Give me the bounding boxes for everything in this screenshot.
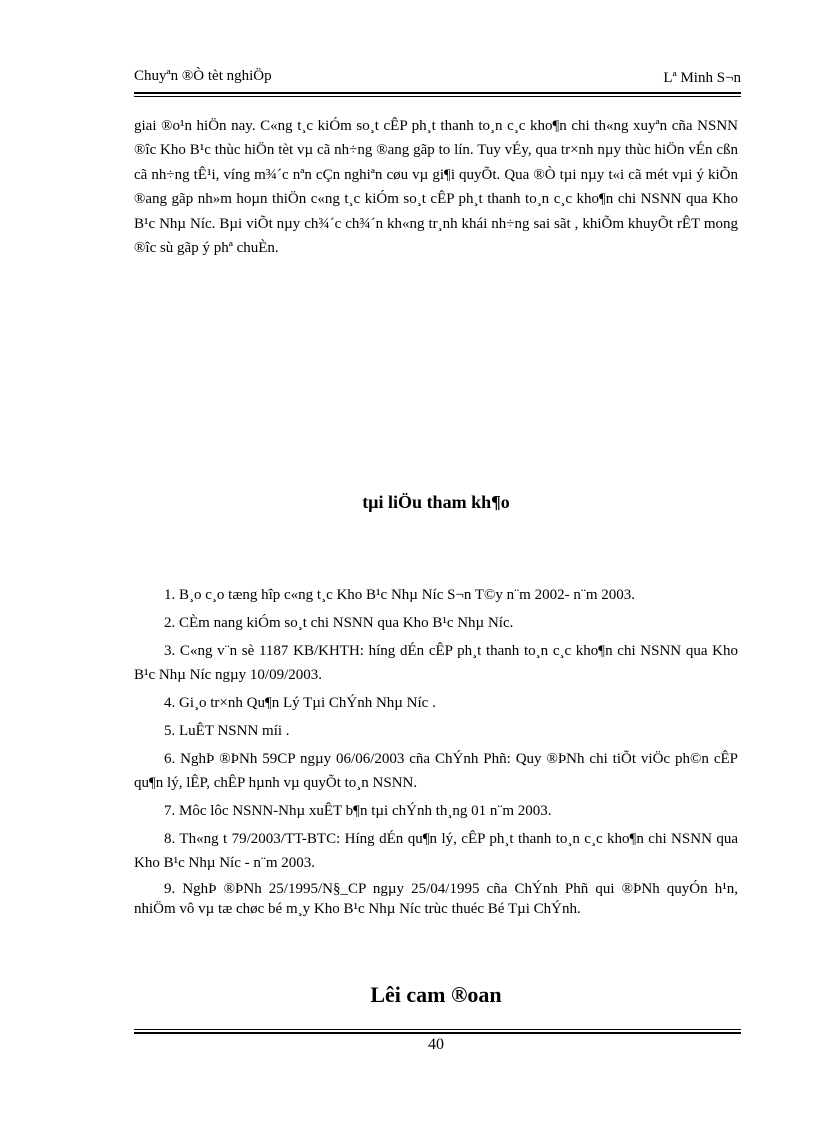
- running-header: [134, 66, 741, 88]
- reference-item: 8. Th«ng t 79/2003/TT-BTC: Híng dÉn qu¶n lý, cÊP ph¸t thanh to¸n c¸c kho¶n chi NSNN qua Kho B¹c Nhµ Níc - n¨m 2003.: [134, 831, 738, 871]
- header-rule-thin: [134, 96, 741, 97]
- reference-item: 4. Gi¸o tr×nh Qu¶n Lý Tµi ChÝnh Nhµ Níc .: [164, 695, 436, 711]
- reference-item: 6. NghÞ ®ÞNh 59CP ngµy 06/06/2003 cña ChÝnh Phñ: Quy ®ÞNh chi tiÕt viÖc ph©n cÊP qu¶n lý, lÊP, chÊP hµnh vµ quyÕt to¸n NSNN.: [134, 751, 738, 791]
- header-rule-thick: [134, 92, 741, 94]
- reference-item: 3. C«ng v¨n sè 1187 KB/KHTH: híng dÉn cÊP ph¸t thanh to¸n c¸c kho¶n chi NSNN qua Kho B¹c Nhµ Níc ngµy 10/09/2003.: [134, 643, 738, 683]
- references-heading: tµi liÖu tham kh¶o: [362, 492, 510, 512]
- page-number: 40: [428, 1036, 444, 1053]
- reference-item: 1. B¸o c¸o tæng hîp c«ng t¸c Kho B¹c Nhµ Níc S¬n T©y n¨m 2002- n¨m 2003.: [164, 587, 636, 603]
- body-paragraph: giai ®o¹n hiÖn nay. C«ng t¸c kiÓm so¸t cÊP ph¸t thanh to¸n c¸c kho¶n chi th«ng xuyªn cña NSNN ®îc Kho B¹c thùc hiÖn tèt vµ cã nh÷ng ®ang gãp to lín. Tuy vÉy, qua tr×nh nµy thùc hiÖn vÉn cßn cã nh÷ng tÊ¹i, víng m¾´c nªn cÇn nghiªn cøu vµ gi¶i quyÕt. Qua ®Ò tµi nµy t«i cã mét vµi ý kiÕn ®ang gãp nh»m hoµn thiÖn c«ng t¸c kiÓm so¸t cÊP ph¸t thanh to¸n c¸c kho¶n chi NSNN qua Kho B¹c Nhµ Níc. Bµi viÕt nµy ch¾´c ch¾´n kh«ng tr¸nh khái nh÷ng sai sãt , khiÕm khuyÕt rÊT mong ®îc sù gãp ý phª chuÈn.: [134, 118, 738, 257]
- reference-item: 2. CÈm nang kiÓm so¸t chi NSNN qua Kho B¹c Nhµ Níc.: [164, 615, 514, 631]
- header-author: Lª Minh S¬n: [663, 70, 741, 86]
- header-chapter-title: Chuyªn ®Ò tèt nghiÖp: [134, 68, 272, 84]
- closing-heading: Lêi cam ®oan: [370, 982, 502, 1007]
- reference-item: 7. Môc lôc NSNN-Nhµ xuÊT b¶n tµi chÝnh th¸ng 01 n¨m 2003.: [164, 803, 552, 819]
- reference-item: 9. NghÞ ®ÞNh 25/1995/N§_CP ngµy 25/04/1995 cña ChÝnh Phñ qui ®ÞNh quyÓn h¹n, nhiÖm vô vµ tæ chøc bé m¸y Kho B¹c Nhµ Níc trùc thuéc Bé Tµi ChÝnh.: [134, 881, 738, 917]
- footer-rule-thin: [134, 1029, 741, 1030]
- reference-list: [134, 583, 738, 923]
- footer-rule-thick: [134, 1032, 741, 1034]
- reference-item: 5. LuÊT NSNN míi .: [164, 723, 290, 739]
